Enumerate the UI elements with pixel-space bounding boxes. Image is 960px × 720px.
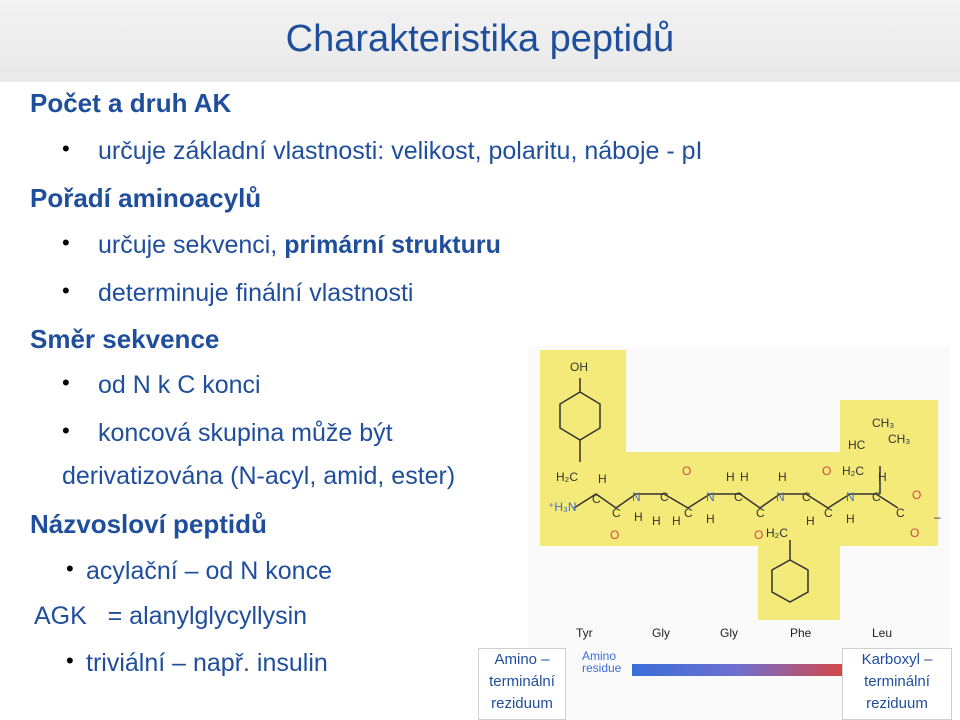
- atom-label: H: [598, 472, 607, 486]
- atom-label: O: [822, 464, 832, 478]
- phe-ring: [772, 560, 808, 602]
- atom-label: H: [778, 470, 787, 484]
- heading-pocet: Počet a druh AK: [30, 88, 232, 118]
- amino-terminal-box: Amino – terminální reziduum: [478, 648, 566, 720]
- atom-label: H: [806, 514, 815, 528]
- atom-label: H: [672, 514, 681, 528]
- atom-label: H: [740, 470, 749, 484]
- atom-label: C: [592, 492, 601, 506]
- slide-title: Charakteristika peptidů: [285, 18, 675, 60]
- atom-label: H: [726, 470, 735, 484]
- atom-label: N: [776, 490, 785, 504]
- atom-label: H: [652, 514, 661, 528]
- bullet-icon: •: [62, 370, 70, 395]
- atom-label: H: [846, 512, 855, 526]
- atom-label: H: [878, 470, 887, 484]
- amino-residue-label: Amino residue: [582, 649, 622, 675]
- bullet-icon: •: [66, 648, 74, 673]
- bullet-icon: •: [62, 418, 70, 443]
- bullet-koncova-cont: derivatizována (N-acyl, amid, ester): [62, 462, 456, 490]
- atom-label: H₂C: [842, 464, 864, 478]
- gradient-bar: [632, 664, 842, 676]
- bullet-icon: •: [62, 278, 70, 303]
- tyr-ring: [560, 392, 600, 440]
- bullet-icon: •: [66, 556, 74, 581]
- atom-label: N: [632, 490, 641, 504]
- atom-label: C: [896, 506, 905, 520]
- atom-label: O: [754, 528, 764, 542]
- atom-label: C: [684, 506, 693, 520]
- bullet-finalni: determinuje finální vlastnosti: [98, 279, 414, 307]
- bullet-acylacni: acylační – od N konce: [86, 557, 332, 585]
- bullet-nkc: od N k C konci: [98, 371, 261, 399]
- atom-label: C: [612, 506, 621, 520]
- bullet-vlastnosti: určuje základní vlastnosti: velikost, polaritu, náboje - pI: [98, 137, 703, 165]
- residue-leu: Leu: [872, 626, 893, 640]
- bullet-koncova: koncová skupina může být: [98, 419, 393, 447]
- heading-nazvoslovi: Názvosloví peptidů: [30, 509, 267, 539]
- bullet-icon: •: [62, 230, 70, 255]
- bullet-trivialni: triviální – např. insulin: [86, 649, 328, 677]
- atom-label: C: [660, 490, 669, 504]
- atom-label: C: [872, 490, 881, 504]
- example-agk: AGK = alanylglycyllysin: [34, 602, 308, 630]
- residue-phe: Phe: [790, 626, 812, 640]
- bullet-sekvence-pre: určuje sekvenci,: [98, 231, 285, 259]
- atom-label: H₂C: [766, 526, 788, 540]
- atom-label: HC: [848, 438, 866, 452]
- atom-label: C: [824, 506, 833, 520]
- atom-label: –: [934, 510, 941, 524]
- atom-label: CH₃: [888, 432, 911, 446]
- atom-label: O: [912, 488, 922, 502]
- carboxyl-terminal-box: Karboxyl – terminální reziduum: [842, 648, 952, 720]
- atom-label: C: [734, 490, 743, 504]
- residue-gly1: Gly: [652, 626, 670, 640]
- atom-label: O: [682, 464, 692, 478]
- atom-label: N: [706, 490, 715, 504]
- atom-label: H: [634, 510, 643, 524]
- atom-label: C: [802, 490, 811, 504]
- heading-poradi: Pořadí aminoacylů: [30, 183, 262, 213]
- atom-label: H₂C: [556, 470, 578, 484]
- atom-label: C: [756, 506, 765, 520]
- atom-label: CH₃: [872, 416, 895, 430]
- atom-label: O: [910, 526, 920, 540]
- atom-label: OH: [570, 360, 588, 374]
- atom-label: ⁺H₃N: [548, 500, 577, 514]
- residue-tyr: Tyr: [576, 626, 593, 640]
- bullet-sekvence-strong: primární strukturu: [284, 231, 501, 259]
- atom-label: N: [846, 490, 855, 504]
- atom-label: O: [610, 528, 620, 542]
- heading-smer: Směr sekvence: [30, 324, 220, 354]
- bullet-icon: •: [62, 136, 70, 161]
- residue-gly2: Gly: [720, 626, 738, 640]
- atom-label: H: [706, 512, 715, 526]
